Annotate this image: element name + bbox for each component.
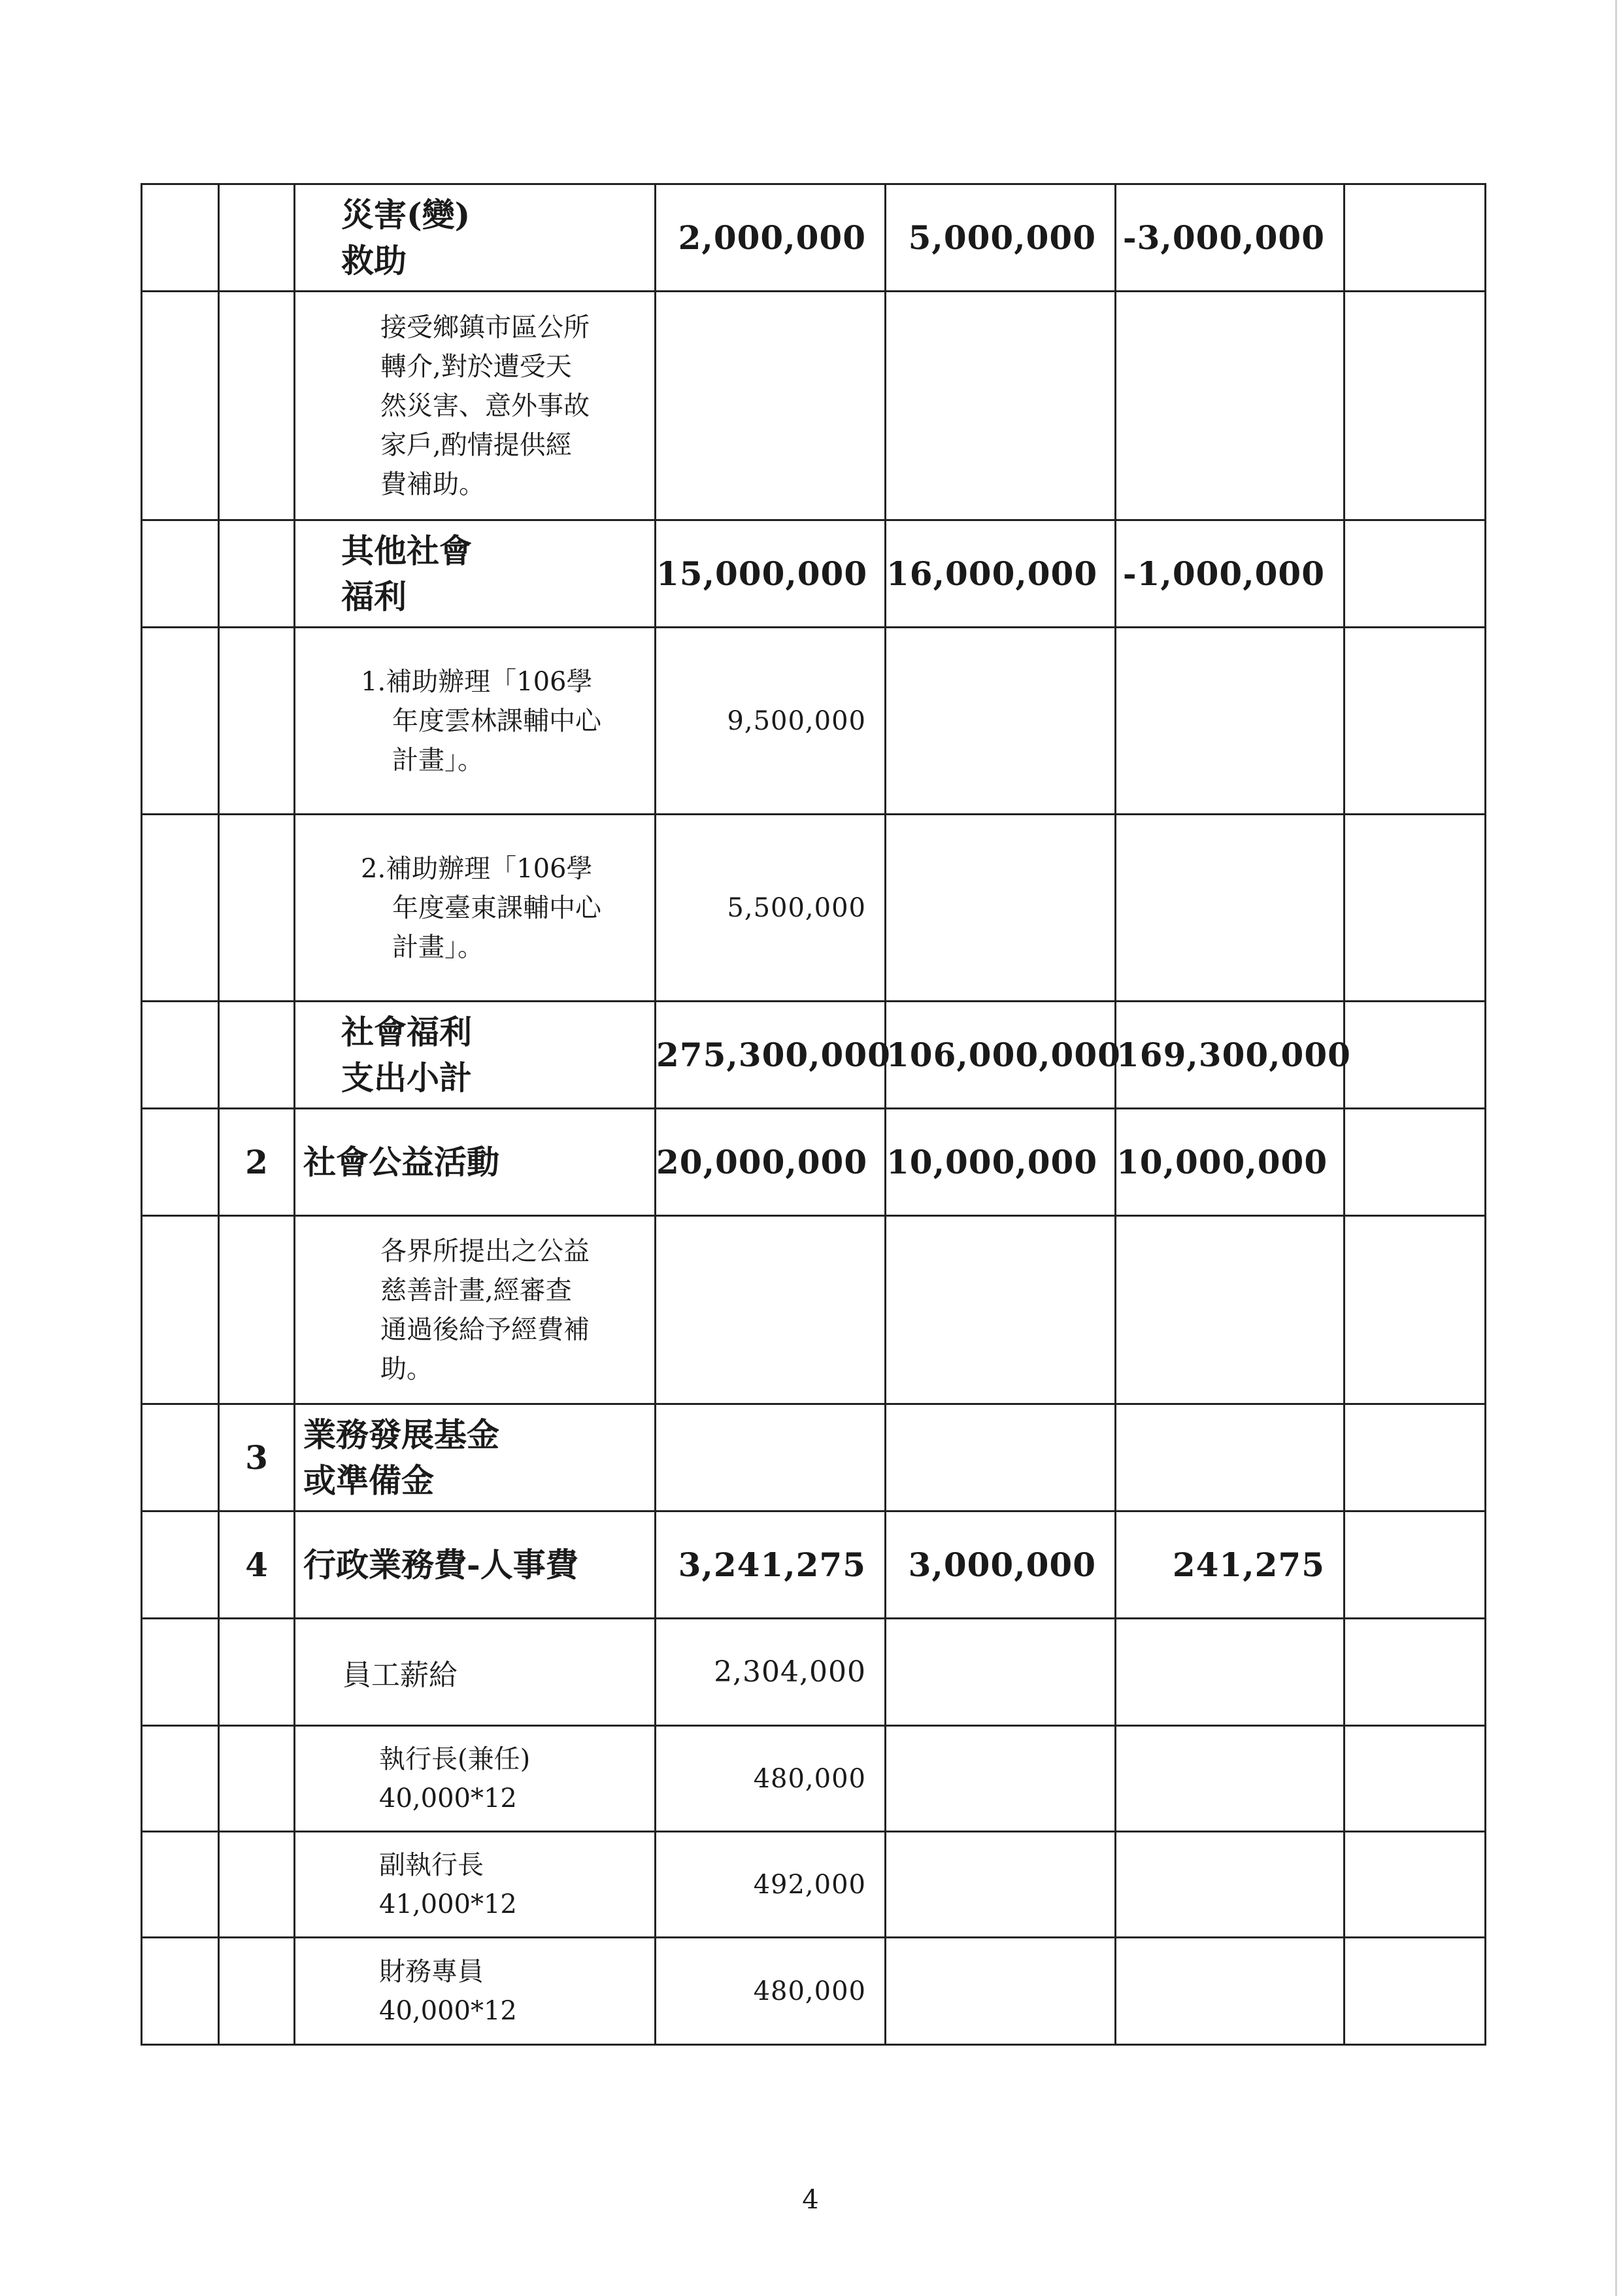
remark-cell	[1345, 1404, 1486, 1511]
item-title-line: 其他社會	[341, 531, 472, 570]
blank-cell	[142, 1938, 219, 2045]
blank-cell	[142, 1726, 219, 1832]
remark-cell	[1345, 628, 1486, 815]
amount-cell	[886, 292, 1116, 520]
blank-cell	[142, 1511, 219, 1619]
table-row	[142, 1619, 1486, 1726]
table-row	[142, 1832, 1486, 1938]
item-number-cell	[219, 628, 295, 815]
item-number-cell	[219, 184, 295, 292]
amount-cell: 492,000	[656, 1832, 886, 1938]
blank-cell	[142, 1619, 219, 1726]
blank-cell	[142, 1404, 219, 1511]
item-number-cell	[219, 815, 295, 1002]
amount-cell: -1,000,000	[1116, 520, 1345, 628]
item-title-line: 支出小計	[341, 1058, 472, 1097]
amount-cell	[656, 292, 886, 520]
amount-cell	[656, 1216, 886, 1404]
amount-cell	[1116, 1216, 1345, 1404]
amount-cell: 20,000,000	[656, 1109, 886, 1216]
blank-cell	[142, 184, 219, 292]
remark-cell	[1345, 1511, 1486, 1619]
amount-cell: -3,000,000	[1116, 184, 1345, 292]
description-line: 轉介,對於遭受天	[380, 351, 572, 382]
amount-cell	[886, 1726, 1116, 1832]
item-title	[295, 520, 656, 628]
item-number-cell	[219, 1216, 295, 1404]
description-line: 2.補助辦理「106學	[361, 853, 593, 884]
item-title-line: 福利	[341, 577, 407, 616]
amount-cell	[886, 1619, 1116, 1726]
amount-cell	[886, 1938, 1116, 2045]
item-title	[295, 1726, 656, 1832]
table-row	[142, 184, 1486, 292]
item-title-line: 社會福利	[341, 1012, 472, 1051]
amount-cell: 9,500,000	[656, 628, 886, 815]
table-row	[142, 1216, 1486, 1404]
remark-cell	[1345, 1726, 1486, 1832]
amount-cell: 480,000	[656, 1938, 886, 2045]
item-title-line: 40,000*12	[379, 1995, 517, 2026]
blank-cell	[142, 1109, 219, 1216]
item-title	[295, 1832, 656, 1938]
table-row	[142, 1404, 1486, 1511]
table-row	[142, 1726, 1486, 1832]
item-title-line: 41,000*12	[379, 1889, 517, 1919]
remark-cell	[1345, 292, 1486, 520]
amount-cell	[1116, 1619, 1345, 1726]
item-title-line: 員工薪給	[343, 1658, 458, 1692]
amount-cell: 15,000,000	[656, 520, 886, 628]
item-number-cell	[219, 1938, 295, 2045]
description-line: 然災害、意外事故	[380, 390, 590, 421]
amount-cell	[1116, 1938, 1345, 2045]
table-row	[142, 292, 1486, 520]
amount-cell: 275,300,000	[656, 1002, 886, 1109]
amount-cell: 2,304,000	[656, 1619, 886, 1726]
page-number: 4	[802, 2185, 819, 2215]
table-row	[142, 1002, 1486, 1109]
description-line: 計畫」。	[392, 932, 484, 962]
blank-cell	[142, 1002, 219, 1109]
amount-cell: 241,275	[1116, 1511, 1345, 1619]
description-line: 1.補助辦理「106學	[361, 666, 593, 697]
item-title-line: 救助	[341, 241, 407, 280]
item-title	[295, 1002, 656, 1109]
amount-cell	[886, 1216, 1116, 1404]
amount-cell: 5,500,000	[656, 815, 886, 1002]
amount-cell	[886, 1832, 1116, 1938]
amount-cell	[886, 628, 1116, 815]
amount-cell: 2,000,000	[656, 184, 886, 292]
blank-cell	[142, 1832, 219, 1938]
remark-cell	[1345, 815, 1486, 1002]
remark-cell	[1345, 520, 1486, 628]
table-row	[142, 1109, 1486, 1216]
item-title	[295, 1938, 656, 2045]
remark-cell	[1345, 1832, 1486, 1938]
blank-cell	[142, 815, 219, 1002]
amount-cell	[1116, 1726, 1345, 1832]
remark-cell	[1345, 1002, 1486, 1109]
remark-cell	[1345, 1216, 1486, 1404]
table-row	[142, 815, 1486, 1002]
item-number-cell	[219, 292, 295, 520]
table-row	[142, 628, 1486, 815]
amount-cell: 3,241,275	[656, 1511, 886, 1619]
item-title	[295, 1404, 656, 1511]
item-title	[295, 1619, 656, 1726]
item-title-line: 行政業務費-人事費	[303, 1545, 578, 1584]
blank-cell	[142, 292, 219, 520]
item-title-line: 40,000*12	[379, 1783, 517, 1814]
item-description	[295, 815, 656, 1002]
item-number-cell	[219, 1832, 295, 1938]
amount-cell	[1116, 1832, 1345, 1938]
remark-cell	[1345, 1619, 1486, 1726]
item-title	[295, 184, 656, 292]
table-row	[142, 1511, 1486, 1619]
amount-cell	[1116, 628, 1345, 815]
table-row	[142, 520, 1486, 628]
blank-cell	[142, 1216, 219, 1404]
item-title-line: 業務發展基金	[303, 1415, 499, 1454]
amount-cell	[1116, 1404, 1345, 1511]
item-title-line: 副執行長	[379, 1849, 484, 1880]
item-number-cell	[219, 1726, 295, 1832]
item-title-line: 財務專員	[379, 1956, 484, 1987]
remark-cell	[1345, 1109, 1486, 1216]
amount-cell: 3,000,000	[886, 1511, 1116, 1619]
budget-table	[141, 183, 1486, 2046]
amount-cell: 16,000,000	[886, 520, 1116, 628]
amount-cell: 480,000	[656, 1726, 886, 1832]
amount-cell: 10,000,000	[886, 1109, 1116, 1216]
description-line: 接受鄉鎮市區公所	[380, 312, 590, 343]
description-line: 助。	[380, 1353, 433, 1384]
amount-cell: 5,000,000	[886, 184, 1116, 292]
description-line: 通過後給予經費補	[380, 1314, 590, 1345]
item-number-cell: 2	[219, 1109, 295, 1216]
description-line: 計畫」。	[392, 745, 484, 775]
item-title-line: 災害(變)	[341, 195, 471, 234]
item-title-line: 執行長(兼任)	[379, 1744, 531, 1774]
item-title-line: 或準備金	[303, 1460, 434, 1500]
remark-cell	[1345, 1938, 1486, 2045]
item-title-line: 社會公益活動	[303, 1142, 499, 1181]
remark-cell	[1345, 184, 1486, 292]
item-number-cell	[219, 1002, 295, 1109]
amount-cell	[1116, 292, 1345, 520]
amount-cell: 169,300,000	[1116, 1002, 1345, 1109]
amount-cell	[656, 1404, 886, 1511]
item-number-cell: 4	[219, 1511, 295, 1619]
amount-cell: 10,000,000	[1116, 1109, 1345, 1216]
description-line: 慈善計畫,經審查	[380, 1275, 572, 1306]
amount-cell	[886, 815, 1116, 1002]
amount-cell	[1116, 815, 1345, 1002]
description-line: 年度臺東課輔中心	[392, 892, 601, 923]
item-title	[295, 1511, 656, 1619]
description-line: 年度雲林課輔中心	[392, 705, 601, 736]
item-description	[295, 628, 656, 815]
item-description	[295, 1216, 656, 1404]
item-number-cell	[219, 520, 295, 628]
amount-cell: 106,000,000	[886, 1002, 1116, 1109]
item-number-cell: 3	[219, 1404, 295, 1511]
amount-cell	[886, 1404, 1116, 1511]
item-description	[295, 292, 656, 520]
item-number-cell	[219, 1619, 295, 1726]
item-title	[295, 1109, 656, 1216]
description-line: 家戶,酌情提供經	[380, 430, 572, 460]
description-line: 費補助。	[380, 469, 485, 499]
page-edge	[1615, 0, 1617, 2296]
blank-cell	[142, 628, 219, 815]
description-line: 各界所提出之公益	[380, 1236, 590, 1266]
table-row	[142, 1938, 1486, 2045]
blank-cell	[142, 520, 219, 628]
